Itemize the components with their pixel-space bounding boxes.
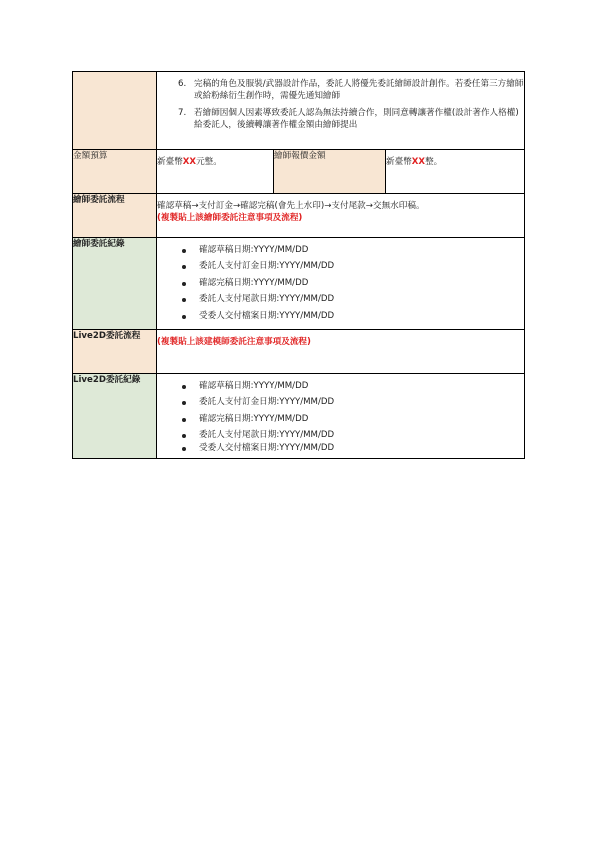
list-item-text: 確認草稿日期:YYYY/MM/DD [199,245,309,255]
live2d-flow-note: (複製貼上該建模師委託注意事項及流程) [157,337,311,347]
artist-record-cell [157,238,525,330]
list-item-text: 委託人支付尾款日期:YYYY/MM/DD [199,430,335,441]
bullet-icon [182,315,186,319]
bullet-icon [182,434,186,438]
quote-value [386,150,525,194]
bullet-icon [182,385,186,389]
list-item [157,277,524,289]
bullet-icon [182,249,186,253]
bullet-icon [182,401,186,405]
list-item [157,310,524,322]
live2d-record-cell [157,374,525,459]
notes-cell [157,72,525,150]
artist-record-row [73,238,525,330]
artist-record-list [157,244,524,322]
list-item-text: 確認草稿日期:YYYY/MM/DD [199,381,309,391]
live2d-record-label: Live2D委託紀錄 [73,374,157,459]
list-item [157,260,524,272]
live2d-flow-row [73,330,525,374]
bullet-icon [182,418,186,422]
list-item-text: 受委人交付檔案日期:YYYY/MM/DD [199,310,335,321]
list-item-text: 受委人交付檔案日期:YYYY/MM/DD [199,442,335,453]
quote-value-mark: XX [411,157,426,167]
artist-record-label: 繪師委託紀錄 [73,238,157,330]
artist-flow-text: 確認草稿→支付訂金→確認完稿(會先上水印)→支付尾款→交無水印稿。 [157,201,425,211]
budget-value-suffix: 元整。 [196,157,222,167]
budget-row [73,150,525,194]
list-item [157,413,524,425]
notes-row [73,72,525,150]
bullet-icon [182,298,186,302]
artist-flow-note: (複製貼上該繪師委託注意事項及流程) [157,213,303,224]
artist-flow-cell [157,194,525,238]
bullet-icon [182,282,186,286]
list-item [157,380,524,392]
list-item-text: 委託人支付訂金日期:YYYY/MM/DD [199,397,335,408]
budget-value-mark: XX [182,157,197,167]
bullet-icon [182,447,186,451]
budget-value [157,150,274,194]
list-item-text: 委託人支付訂金日期:YYYY/MM/DD [199,261,335,272]
notes-label-cell [73,72,157,150]
artist-flow-row [73,194,525,238]
list-item [157,429,524,441]
budget-label: 金額預算 [73,150,157,194]
notes-item-number: 7. [178,107,187,118]
list-item [157,244,524,256]
list-item-text: 委託人支付尾款日期:YYYY/MM/DD [199,294,335,305]
artist-flow-label: 繪師委託流程 [73,194,157,238]
quote-value-suffix: 整。 [425,157,443,167]
notes-item-text: 若繪師因個人因素導致委託人認為無法持續合作，則同意轉讓著作權(設計著作人格權)給委託人，後續轉讓著作權金額由繪師提出 [194,107,519,131]
notes-item [157,107,524,132]
notes-item-number: 6. [178,79,187,89]
list-item [157,442,524,454]
list-item-text: 確認完稿日期:YYYY/MM/DD [199,277,309,288]
live2d-flow-label: Live2D委託流程 [73,330,157,374]
quote-value-prefix: 新臺幣 [386,157,412,167]
notes-item-text: 完稿的角色及服裝/武器設計作品，委託人將優先委託繪師設計創作。若委任第三方繪師或給粉絲衍生創作時，需優先通知繪師 [194,79,524,102]
live2d-record-row [73,374,525,459]
commission-table [72,71,525,459]
live2d-flow-cell [157,330,525,374]
notes-list [157,78,524,132]
notes-item [157,78,524,103]
bullet-icon [182,265,186,269]
list-item [157,293,524,305]
list-item [157,396,524,408]
live2d-record-list [157,380,524,454]
list-item-text: 確認完稿日期:YYYY/MM/DD [199,413,309,424]
budget-value-prefix: 新臺幣 [157,157,183,167]
quote-label: 繪師報價金額 [274,150,386,194]
